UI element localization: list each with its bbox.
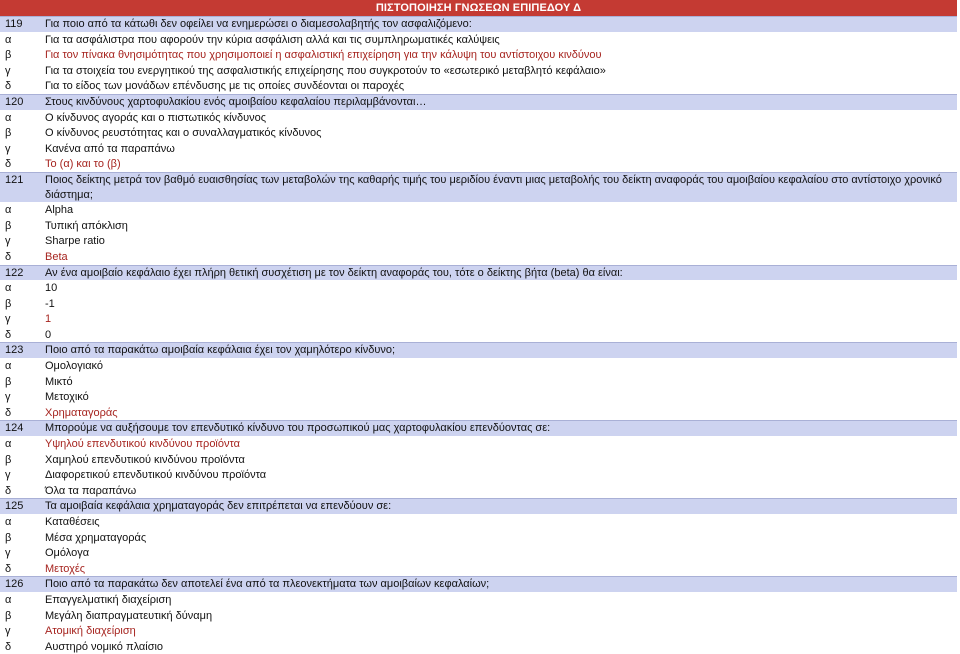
correct-answer-text: Beta (45, 250, 68, 263)
question-row (0, 420, 957, 436)
answer-text: Μικτό (45, 375, 73, 388)
answer-row (0, 47, 957, 63)
answer-text: Ομολογιακό (45, 360, 104, 373)
answer-row (0, 63, 957, 79)
answer-letter: α (5, 33, 12, 46)
answer-row (0, 78, 957, 94)
answer-letter: γ (5, 625, 11, 638)
question-text: Μπορούμε να αυξήσουμε τον επενδυτικό κίνδυνο του προσωπικού μας χαρτοφυλακίου επενδύοντας σε: (45, 422, 551, 435)
question-number: 124 (5, 422, 24, 435)
answer-row (0, 389, 957, 405)
answer-letter: γ (5, 391, 11, 404)
answer-row (0, 358, 957, 374)
answer-letter: α (5, 438, 12, 451)
answer-letter: δ (5, 80, 12, 93)
answer-letter: δ (5, 562, 12, 575)
answer-row (0, 545, 957, 561)
correct-answer-text: Υψηλού επενδυτικού κινδύνου προϊόντα (45, 438, 241, 451)
answer-letter: γ (5, 142, 11, 155)
answer-text: Κανένα από τα παραπάνω (45, 142, 175, 155)
answer-letter: β (5, 609, 12, 622)
answer-letter: α (5, 204, 12, 217)
answer-row (0, 202, 957, 218)
question-text: Ποιος δείκτης μετρά τον βαθμό ευαισθησίας των μεταβολών της καθαρής τιμής του μεριδίου έναντι μιας μεταβολής του δείκτη αναφοράς του αμοιβαίου κεφαλαίου στο αντίστοιχο χρονικό διάστημα; (45, 173, 942, 201)
answer-letter: γ (5, 313, 11, 326)
answer-text: Μεγάλη διαπραγματευτική δύναμη (45, 609, 213, 622)
answer-letter: β (5, 531, 12, 544)
answer-text: Ο κίνδυνος αγοράς και ο πιστωτικός κίνδυνος (45, 111, 267, 124)
answer-text: Για τα στοιχεία του ενεργητικού της ασφαλιστικής επιχείρησης που συγκροτούν το «εσωτερικό μεταβλητό κεφάλαιο» (45, 64, 606, 77)
question-text: Στους κινδύνους χαρτοφυλακίου ενός αμοιβαίου κεφαλαίου περιλαμβάνονται… (45, 95, 427, 108)
answer-row (0, 233, 957, 249)
answer-text: Sharpe ratio (45, 235, 105, 248)
question-number: 126 (5, 578, 24, 591)
answer-text: Για το είδος των μονάδων επένδυσης με τις οποίες συνδέονται οι παροχές (45, 80, 405, 93)
answer-text: Τυπική απόκλιση (45, 219, 128, 232)
answer-text: Ο κίνδυνος ρευστότητας και ο συναλλαγματικός κίνδυνος (45, 127, 322, 140)
answer-letter: α (5, 516, 12, 528)
question-text: Ποιο από τα παρακάτω δεν αποτελεί ένα από τα πλεονεκτήματα των αμοιβαίων κεφαλαίων; (45, 578, 490, 591)
answer-text: Μετοχικό (45, 391, 89, 404)
answer-row (0, 608, 957, 624)
correct-answer-text: Χρηματαγοράς (45, 406, 118, 419)
question-text: Για ποιο από τα κάτωθι δεν οφείλει να ενημερώσει ο διαμεσολαβητής τον ασφαλιζόμενο: (45, 18, 472, 30)
sheet-title: ΠΙΣΤΟΠΟΙΗΣΗ ΓΝΩΣΕΩΝ ΕΠΙΠΕΔΟΥ Δ (0, 0, 957, 16)
answer-text: Διαφορετικού επενδυτικού κινδύνου προϊόντα (45, 469, 267, 482)
answer-row (0, 530, 957, 546)
question-number: 125 (5, 500, 24, 513)
question-row (0, 94, 957, 110)
answer-text: Αυστηρό νομικό πλαίσιο (45, 640, 164, 653)
question-row (0, 576, 957, 592)
answer-letter: α (5, 111, 12, 124)
question-row (0, 498, 957, 514)
answer-letter: δ (5, 640, 12, 653)
answer-row (0, 467, 957, 483)
answer-letter: δ (5, 484, 12, 497)
answer-letter: γ (5, 469, 11, 482)
answer-row (0, 311, 957, 327)
answer-row (0, 280, 957, 296)
answer-letter: δ (5, 328, 12, 341)
answer-row (0, 156, 957, 172)
question-text: Αν ένα αμοιβαίο κεφάλαιο έχει πλήρη θετική συσχέτιση με τον δείκτη αναφοράς του, τότε ο δείκτης βήτα (beta) θα είναι: (45, 266, 623, 279)
answer-letter: δ (5, 250, 12, 263)
answer-text: Επαγγελματική διαχείριση (45, 593, 172, 606)
answer-letter: γ (5, 547, 11, 560)
answer-letter: β (5, 49, 12, 62)
question-text: Ποιο από τα παρακάτω αμοιβαία κεφάλαια έχει τον χαμηλότερο κίνδυνο; (45, 344, 396, 357)
correct-answer-text: Το (α) και το (β) (45, 158, 121, 171)
answer-row (0, 125, 957, 141)
question-row (0, 342, 957, 358)
answer-row (0, 514, 957, 530)
answer-letter: β (5, 375, 12, 388)
correct-answer-text: Μετοχές (45, 562, 86, 575)
question-text: Τα αμοιβαία κεφάλαια χρηματαγοράς δεν επιτρέπεται να επενδύουν σε: (45, 500, 392, 513)
answer-row (0, 561, 957, 577)
question-row (0, 16, 957, 32)
answer-row (0, 249, 957, 265)
question-row (0, 265, 957, 281)
answer-row (0, 110, 957, 126)
answer-letter: γ (5, 235, 11, 248)
answer-text: Alpha (45, 204, 74, 217)
answer-text: Καταθέσεις (45, 516, 100, 528)
question-number: 119 (5, 18, 23, 30)
answer-letter: β (5, 219, 12, 232)
correct-answer-text: 1 (45, 313, 52, 326)
answer-letter: α (5, 360, 12, 373)
answer-row (0, 452, 957, 468)
answer-text: -1 (45, 297, 55, 310)
answer-row (0, 405, 957, 421)
answer-row (0, 218, 957, 234)
answer-row (0, 141, 957, 157)
answer-row (0, 592, 957, 608)
answer-text: Χαμηλού επενδυτικού κινδύνου προϊόντα (45, 453, 245, 466)
answer-letter: δ (5, 158, 12, 171)
answer-text: Για τα ασφάλιστρα που αφορούν την κύρια ασφάλιση αλλά και τις συμπληρωματικές καλύψεις (45, 33, 500, 46)
correct-answer-text: Ατομική διαχείριση (45, 625, 136, 638)
answer-letter: β (5, 453, 12, 466)
answer-letter: β (5, 297, 12, 310)
answer-text: 10 (45, 282, 58, 295)
answer-row (0, 327, 957, 343)
answer-text: Ομόλογα (45, 547, 90, 560)
answer-text: 0 (45, 328, 52, 341)
answer-row (0, 436, 957, 452)
answer-letter: α (5, 282, 12, 295)
answer-text: Μέσα χρηματαγοράς (45, 531, 147, 544)
correct-answer-text: Για τον πίνακα θνησιμότητας που χρησιμοποιεί η ασφαλιστική επιχείρηση για την κάλυψη του αντίστοιχου κινδύνου (45, 49, 602, 62)
question-number: 122 (5, 266, 24, 279)
answer-letter: δ (5, 406, 12, 419)
answer-row (0, 296, 957, 312)
answer-letter: γ (5, 64, 11, 77)
question-row (0, 172, 957, 202)
answer-row (0, 483, 957, 499)
question-number: 123 (5, 344, 24, 357)
question-number: 120 (5, 95, 24, 108)
answer-row (0, 639, 957, 654)
answer-text: Όλα τα παραπάνω (45, 484, 137, 497)
answer-row (0, 32, 957, 48)
answer-letter: α (5, 593, 12, 606)
question-list (0, 16, 957, 654)
question-number: 121 (5, 173, 24, 186)
answer-row (0, 374, 957, 390)
answer-letter: β (5, 127, 12, 140)
